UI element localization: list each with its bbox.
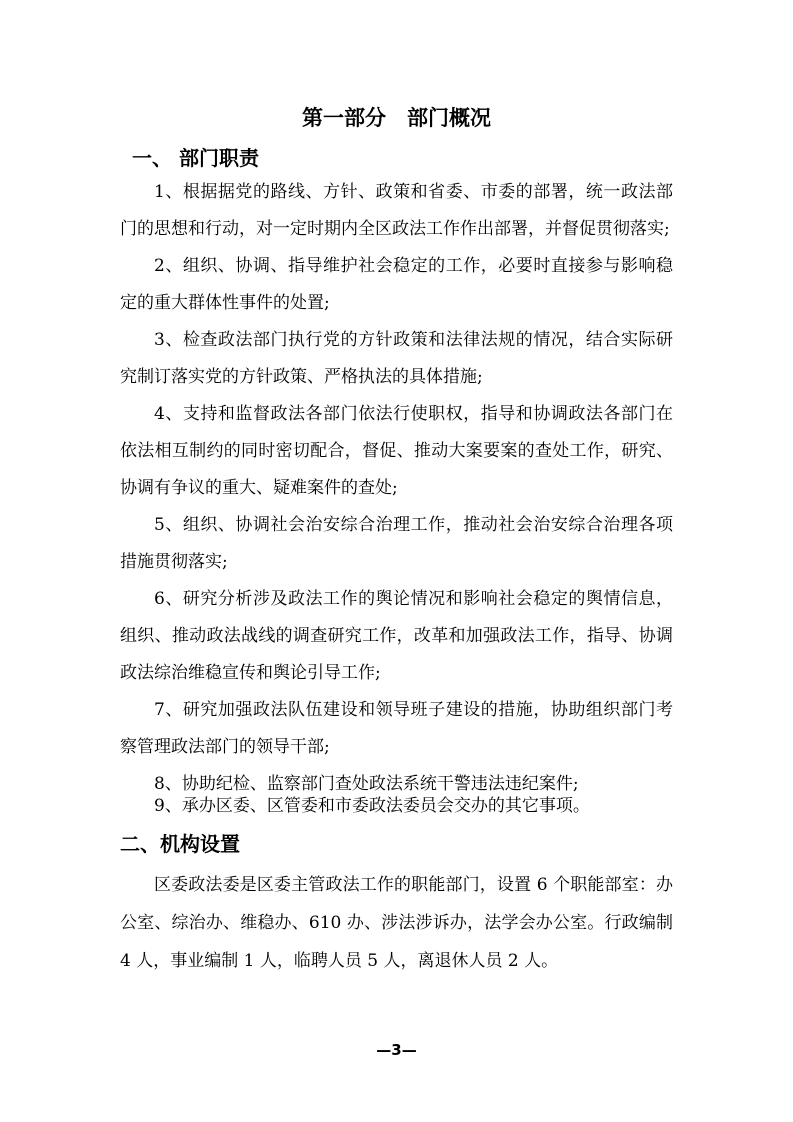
duty-item: 4、支持和监督政法各部门依法行使职权，指导和协调政法各部门在依法相互制约的同时密切配合，督促、推动大案要案的查处工作，研究、协调有争议的重大、疑难案件的查处; — [120, 404, 673, 498]
duty-item: 2、组织、协调、指导维护社会稳定的工作，必要时直接参与影响稳定的重大群体性事件的处置; — [120, 256, 673, 313]
page-number: —3— — [376, 1041, 417, 1059]
duty-item: 5、组织、协调社会治安综合治理工作，推动社会治安综合治理各项措施贯彻落实; — [120, 515, 673, 572]
page-title: 第一部分 部门概况 — [302, 106, 491, 130]
section-heading-organization: 二、机构设置 — [120, 832, 240, 856]
duty-item: 1、根据据党的路线、方针、政策和省委、市委的部署，统一政法部门的思想和行动，对一定时期内全区政法工作作出部署，并督促贯彻落实; — [120, 182, 673, 239]
duty-item: 9、承办区委、区管委和市委政法委员会交办的其它事项。 — [154, 796, 590, 816]
organization-paragraph: 区委政法委是区委主管政法工作的职能部门，设置 6 个职能部室：办公室、综治办、维稳办、610 办、涉法涉诉办，法学会办公室。行政编制 4 人，事业编制 1 人，临聘人员 5 人，离退休人员 2 人。 — [120, 875, 673, 971]
duty-item: 8、协助纪检、监察部门查处政法系统干警违法违纪案件; — [154, 774, 579, 794]
duty-item: 3、检查政法部门执行党的方针政策和法律法规的情况，结合实际研究制订落实党的方针政策、严格执法的具体措施; — [120, 330, 673, 387]
section-heading-department-duties: 一、 部门职责 — [132, 146, 259, 170]
duty-item: 6、研究分析涉及政法工作的舆论情况和影响社会稳定的舆情信息，组织、推动政法战线的调查研究工作，改革和加强政法工作，指导、协调政法综治维稳宣传和舆论引导工作; — [120, 589, 673, 683]
duty-item: 7、研究加强政法队伍建设和领导班子建设的措施，协助组织部门考察管理政法部门的领导干部; — [120, 700, 673, 757]
